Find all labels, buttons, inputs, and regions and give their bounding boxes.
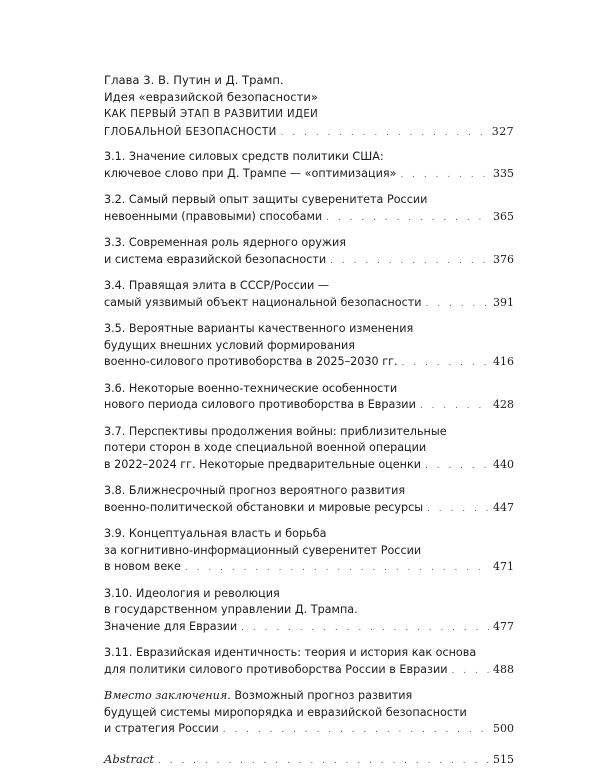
section-last-line	[104, 209, 514, 227]
chapter-title-line: КАК ПЕРВЫЙ ЭТАП В РАЗВИТИИ ИДЕИ	[104, 106, 514, 123]
section-title-line: 3.11. Евразийская идентичность: теория и история как основа	[104, 645, 514, 662]
page-number: 428	[493, 397, 514, 414]
abstract-entry	[104, 751, 514, 769]
leader-dots	[402, 355, 489, 372]
section-last-line	[104, 354, 514, 372]
section-title-line: 3.9. Концептуальная власть и борьба	[104, 526, 514, 543]
toc-section-entry	[104, 424, 514, 475]
leader-dots	[326, 210, 489, 227]
leader-dots	[420, 398, 489, 415]
leader-dots	[452, 663, 489, 680]
toc-section-entry	[104, 645, 514, 679]
page-number: 365	[493, 209, 514, 226]
section-title-line: Значение для Евразии	[104, 619, 237, 636]
conclusion-line: будущей системы миропорядка и евразийской безопасности	[104, 705, 514, 722]
section-last-line	[104, 619, 514, 637]
chapter-title-last-line	[104, 123, 514, 142]
leader-dots	[241, 620, 489, 637]
leader-dots	[426, 296, 489, 313]
page-number: 391	[493, 295, 514, 312]
section-title-line: 3.7. Перспективы продолжения войны: приблизительные	[104, 424, 514, 441]
page-number: 440	[493, 457, 514, 474]
page-number: 416	[493, 354, 514, 371]
chapter-heading	[104, 72, 514, 142]
abstract-label: Abstract	[104, 751, 154, 768]
section-last-line	[104, 559, 514, 577]
toc-section-entry	[104, 321, 514, 372]
section-title-line: невоенными (правовыми) способами	[104, 209, 322, 226]
table-of-contents	[104, 72, 514, 769]
section-last-line	[104, 295, 514, 313]
section-list	[104, 149, 514, 679]
leader-dots	[281, 125, 488, 142]
section-last-line	[104, 252, 514, 270]
section-title-line: и система евразийской безопасности	[104, 252, 326, 269]
toc-section-entry	[104, 149, 514, 183]
toc-section-entry	[104, 278, 514, 312]
conclusion-line	[104, 688, 514, 705]
leader-dots	[185, 560, 489, 577]
conclusion-line: и стратегия России	[104, 721, 219, 738]
section-last-line	[104, 662, 514, 680]
section-title-line: 3.3. Современная роль ядерного оружия	[104, 235, 514, 252]
section-title-line: нового периода силового противоборства в Евразии	[104, 397, 416, 414]
section-title-line: 3.6. Некоторые военно-технические особенности	[104, 381, 514, 398]
toc-section-entry	[104, 586, 514, 637]
leader-dots	[158, 753, 489, 769]
section-title-line: за когнитивно-информационный суверенитет России	[104, 543, 514, 560]
page-number: 500	[493, 721, 514, 738]
section-title-line: в новом веке	[104, 559, 181, 576]
section-title-line: в 2022–2024 гг. Некоторые предварительные оценки	[104, 457, 421, 474]
leader-dots	[223, 722, 489, 739]
section-title-line: 3.8. Ближнесрочный прогноз вероятного развития	[104, 483, 514, 500]
page-number: 376	[493, 252, 514, 269]
conclusion-text: Возможный прогноз развития	[231, 689, 412, 702]
leader-dots	[425, 458, 489, 475]
conclusion-entry	[104, 688, 514, 739]
conclusion-last-line	[104, 721, 514, 739]
section-last-line	[104, 166, 514, 184]
leader-dots	[427, 501, 489, 518]
section-title-line: потери сторон в ходе специальной военной операции	[104, 440, 514, 457]
page-number: 515	[493, 752, 514, 769]
page-number: 488	[493, 662, 514, 679]
section-title-line: в государственном управлении Д. Трампа.	[104, 602, 514, 619]
section-title-line: будущих внешних условий формирования	[104, 338, 514, 355]
section-last-line	[104, 500, 514, 518]
chapter-title-line: ГЛОБАЛЬНОЙ БЕЗОПАСНОСТИ	[104, 124, 277, 141]
leader-dots	[400, 167, 489, 184]
abstract-line	[104, 751, 514, 769]
toc-section-entry	[104, 381, 514, 415]
page-number: 335	[493, 166, 514, 183]
toc-section-entry	[104, 526, 514, 577]
section-title-line: для политики силового противоборства России в Евразии	[104, 662, 448, 679]
section-title-line: ключевое слово при Д. Трампе — «оптимизация»	[104, 166, 396, 183]
section-last-line	[104, 457, 514, 475]
toc-section-entry	[104, 235, 514, 269]
page-number: 447	[493, 500, 514, 517]
section-title-line: 3.4. Правящая элита в СССР/России —	[104, 278, 514, 295]
section-title-line: военно-силового противоборства в 2025–2030 гг.	[104, 354, 398, 371]
chapter-title-line: Идея «евразийской безопасности»	[104, 89, 514, 106]
chapter-title-line: Глава 3. В. Путин и Д. Трамп.	[104, 72, 514, 89]
section-title-line: 3.1. Значение силовых средств политики США:	[104, 149, 514, 166]
section-title-line: военно-политической обстановки и мировые ресурсы	[104, 500, 423, 517]
leader-dots	[330, 253, 489, 270]
section-title-line: 3.10. Идеология и революция	[104, 586, 514, 603]
page-number: 477	[493, 619, 514, 636]
toc-section-entry	[104, 192, 514, 226]
section-title-line: самый уязвимый объект национальной безопасности	[104, 295, 422, 312]
page-number: 327	[492, 123, 514, 140]
section-title-line: 3.2. Самый первый опыт защиты суверенитета России	[104, 192, 514, 209]
section-last-line	[104, 397, 514, 415]
section-title-line: 3.5. Вероятные варианты качественного изменения	[104, 321, 514, 338]
toc-section-entry	[104, 483, 514, 517]
conclusion-italic: Вместо заключения.	[104, 689, 231, 702]
page-number: 471	[493, 559, 514, 576]
